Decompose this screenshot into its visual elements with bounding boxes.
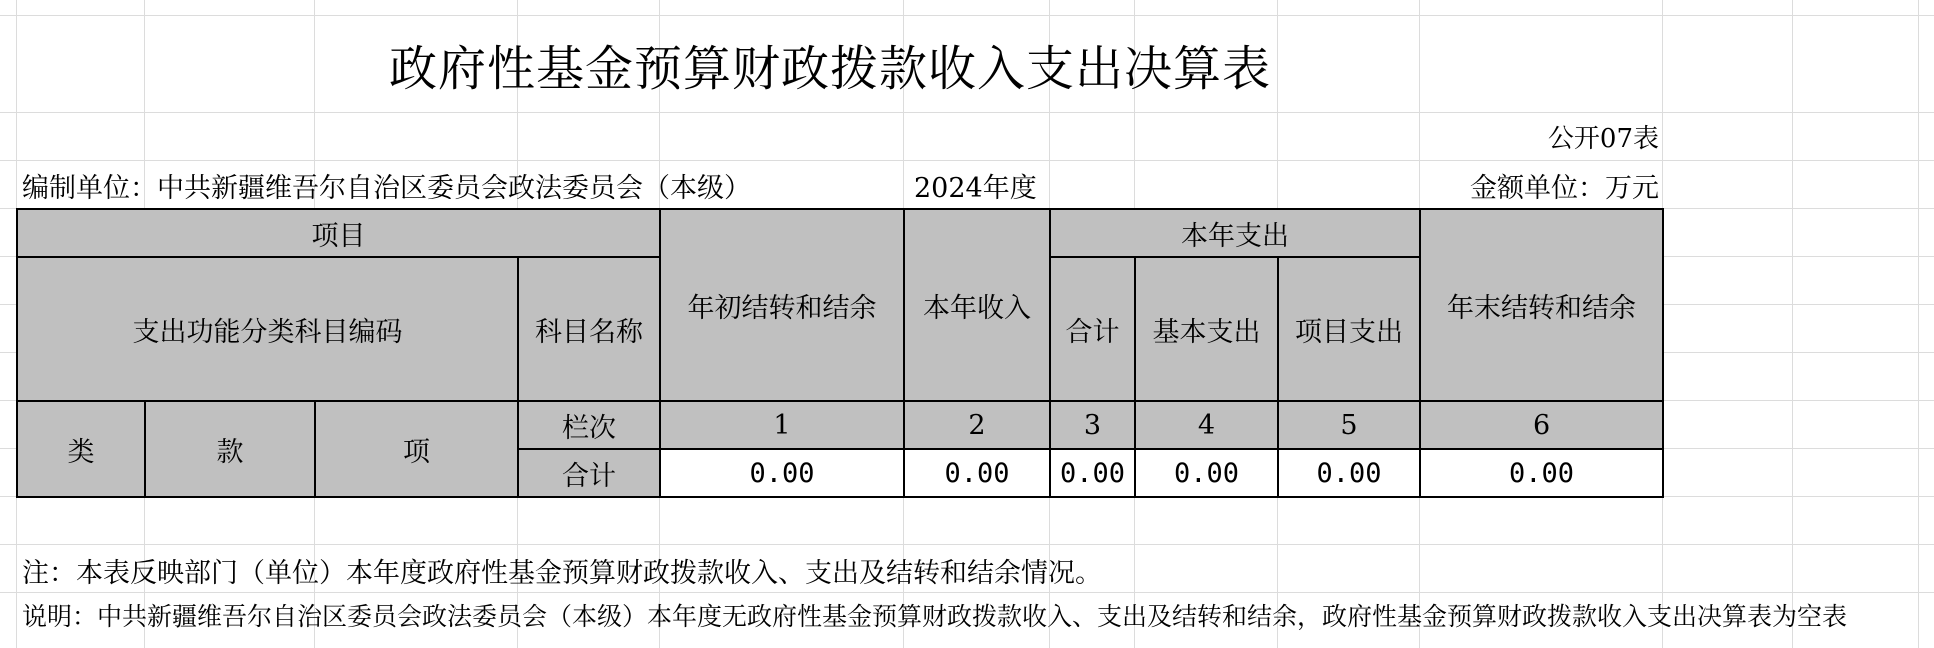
column-number: 1 — [660, 401, 904, 449]
total-basic-expense: 0.00 — [1135, 449, 1278, 497]
header-end-balance: 年末结转和结余 — [1420, 209, 1663, 401]
header-column-no: 栏次 — [518, 401, 660, 449]
column-number: 5 — [1278, 401, 1420, 449]
header-current-income: 本年收入 — [904, 209, 1050, 401]
gridline — [1918, 0, 1919, 648]
column-number: 6 — [1420, 401, 1663, 449]
total-end-balance: 0.00 — [1420, 449, 1663, 497]
gridline — [0, 160, 1934, 161]
header-basic-expense: 基本支出 — [1135, 257, 1278, 401]
preparing-unit: 编制单位：中共新疆维吾尔自治区委员会政法委员会（本级） — [22, 173, 751, 204]
budget-table — [16, 208, 1664, 498]
header-project-expense: 项目支出 — [1278, 257, 1420, 401]
table-note: 注：本表反映部门（单位）本年度政府性基金预算财政拨款收入、支出及结转和结余情况。 — [22, 558, 1102, 589]
header-total: 合计 — [1050, 257, 1135, 401]
header-category: 类 — [17, 401, 145, 497]
report-title: 政府性基金预算财政拨款收入支出决算表 — [388, 41, 1271, 97]
total-project-expense: 0.00 — [1278, 449, 1420, 497]
gridline — [0, 544, 1934, 545]
amount-unit: 金额单位：万元 — [1470, 173, 1659, 204]
header-section: 款 — [145, 401, 315, 497]
gridline — [1792, 0, 1793, 648]
gridline — [0, 112, 1934, 113]
total-row-label: 合计 — [518, 449, 660, 497]
total-current-income: 0.00 — [904, 449, 1050, 497]
form-number: 公开07表 — [1547, 124, 1659, 154]
header-function-code: 支出功能分类科目编码 — [17, 257, 518, 401]
header-project: 项目 — [17, 209, 660, 257]
column-number: 2 — [904, 401, 1050, 449]
header-item: 项 — [315, 401, 518, 497]
header-subject-name: 科目名称 — [518, 257, 660, 401]
gridline — [0, 592, 1934, 593]
header-begin-balance: 年初结转和结余 — [660, 209, 904, 401]
column-number: 4 — [1135, 401, 1278, 449]
header-current-expense: 本年支出 — [1050, 209, 1420, 257]
table-description: 说明：中共新疆维吾尔自治区委员会政法委员会（本级）本年度无政府性基金预算财政拨款收入、支出及结转和结余，政府性基金预算财政拨款收入支出决算表为空表 — [22, 602, 1848, 631]
total-begin-balance: 0.00 — [660, 449, 904, 497]
fiscal-year: 2024年度 — [914, 173, 1037, 204]
column-number: 3 — [1050, 401, 1135, 449]
gridline — [0, 15, 1934, 16]
total-expense: 0.00 — [1050, 449, 1135, 497]
